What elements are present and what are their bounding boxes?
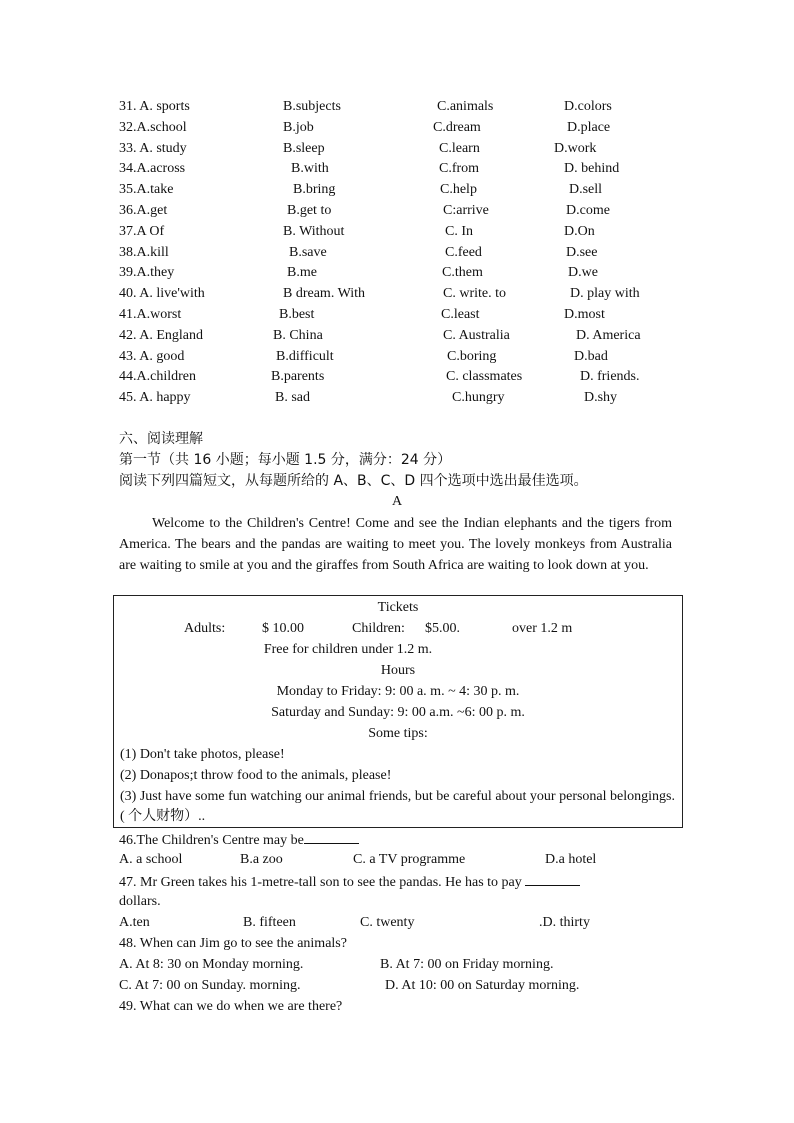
option-a: 44.A.children [119,369,196,385]
option-b: B.parents [271,369,325,385]
option-c: C.feed [445,244,482,260]
question-48-options-row2 [0,976,794,996]
option-a: 43. A. good [119,348,185,364]
option-b: B.me [287,265,317,281]
option-d: D.work [554,140,597,156]
cloze-question-row [0,305,794,325]
option-d: D.see [566,244,598,260]
option-d: D. At 10: 00 on Saturday morning. [385,978,580,993]
option-b: B.subjects [283,99,341,114]
option-c: C:arrive [443,203,489,218]
option-a: 38.A.kill [119,244,169,260]
option-a: 37.A Of [119,223,165,239]
option-a: 42. A. England [119,327,203,343]
option-c: C. classmates [446,369,523,385]
cloze-question-row [0,222,794,242]
passage-text: Welcome to the Children's Centre! Come and see the Indian elephants and the tigers from America. The bears and the pandas are waiting to meet you. The lovely monkeys from Australia are waiting to smile at you and the giraffes from South Africa are waiting to look down at you. [119,516,672,573]
cloze-question-row [0,347,794,367]
option-d: D. behind [564,161,620,177]
cloze-question-row [0,180,794,200]
option-b: B.get to [287,203,332,218]
option-b: B. Without [283,223,345,239]
price-row [114,619,682,639]
option-c: C.least [441,307,480,322]
children-label: Children: [352,621,405,636]
option-a: 41.A.worst [119,307,182,322]
adults-price: $ 10.00 [262,621,304,636]
option-b: B. At 7: 00 on Friday morning. [380,957,554,972]
option-d: D.On [564,223,595,239]
hours-title: Hours [380,663,416,678]
adults-label: Adults: [184,621,226,636]
option-b: B.save [289,244,327,260]
question-46-text: 46.The Children's Centre may be [119,833,304,848]
option-c: C. a TV programme [353,852,466,867]
question-47-options [0,913,794,933]
option-b: B.bring [293,182,336,198]
tip-3: (3) Just have some fun watching our animal friends, but be careful about your personal belongings.( 个人财物）.. [120,789,675,824]
tip-1: (1) Don't take photos, please! [120,747,285,762]
cloze-question-row [0,97,794,117]
passage-label: A [392,494,403,509]
cloze-question-row [0,243,794,263]
option-d: D.we [568,265,598,281]
question-47-line2: dollars. [119,894,161,909]
option-a: 31. A. sports [119,99,190,114]
cloze-question-row [0,388,794,408]
option-b: B.job [283,119,314,135]
option-b: B.sleep [283,140,325,156]
option-a: 32.A.school [119,119,187,135]
option-b: B.a zoo [240,852,283,867]
option-b: B. fifteen [243,915,296,930]
option-c: C. In [445,223,473,239]
option-c: C.learn [439,140,480,156]
question-47 [119,871,580,893]
option-b: B.with [291,161,329,177]
option-c: C. twenty [360,915,415,930]
question-48: 48. When can Jim go to see the animals? [119,936,347,951]
tickets-info-box [113,595,683,828]
tips-title: Some tips: [368,726,428,741]
weekday-hours: Monday to Friday: 9: 00 a. m. ~ 4: 30 p. m. [276,684,520,699]
weekend-hours: Saturday and Sunday: 9: 00 a.m. ~6: 00 p. m. [271,705,525,720]
option-c: C.boring [447,348,497,364]
option-d: D.sell [569,182,603,198]
option-a: 40. A. live'with [119,286,205,302]
section-part: 第一节（共 16 小题；每小题 1.5 分，满分：24 分） [119,452,452,468]
option-d: D.bad [574,348,608,364]
option-c: C.dream [433,119,481,135]
section-heading: 六、阅读理解 [119,431,203,447]
cloze-question-row [0,118,794,138]
cloze-question-row [0,367,794,387]
option-a: 45. A. happy [119,390,191,406]
cloze-question-row [0,159,794,179]
option-a: 39.A.they [119,265,175,281]
option-d: D.most [564,307,605,322]
option-d: D.a hotel [545,852,597,867]
option-a: A. At 8: 30 on Monday morning. [119,957,304,972]
option-d: D.colors [564,99,612,114]
tickets-title: Tickets [377,600,419,615]
option-a: 35.A.take [119,182,174,198]
option-c: C. write. to [443,286,506,302]
option-c: C. Australia [443,327,510,343]
question-47-text: 47. Mr Green takes his 1-metre-tall son to see the pandas. He has to pay [119,875,522,890]
option-d: D. play with [570,286,640,302]
option-c: C.them [442,265,483,281]
section-instruction: 阅读下列四篇短文，从每题所给的 A、B、C、D 四个选项中选出最佳选项。 [119,473,588,489]
option-a: 34.A.across [119,161,186,177]
option-c: C.animals [437,99,494,114]
option-c: C. At 7: 00 on Sunday. morning. [119,978,301,993]
cloze-question-row [0,139,794,159]
option-d: D. friends. [580,369,640,385]
option-b: B. sad [275,390,310,406]
option-c: C.from [439,161,480,177]
question-46-options [0,850,794,870]
free-line: Free for children under 1.2 m. [263,642,433,657]
option-d: D. America [576,327,641,343]
answer-blank [304,829,359,844]
option-a: 33. A. study [119,140,187,156]
question-49: 49. What can we do when we are there? [119,999,343,1014]
children-condition: over 1.2 m [512,621,573,636]
question-46 [119,829,359,851]
option-c: C.hungry [452,390,505,406]
option-b: B dream. With [283,286,365,302]
option-d: .D. thirty [539,915,590,930]
cloze-question-row [0,326,794,346]
children-price: $5.00. [425,621,460,636]
answer-blank [525,871,580,886]
option-b: B.best [279,307,315,322]
cloze-question-row [0,201,794,221]
option-b: B.difficult [276,348,334,364]
cloze-question-row [0,284,794,304]
cloze-question-row [0,263,794,283]
option-c: C.help [440,182,477,198]
option-a: A. a school [119,852,183,867]
option-a: A.ten [119,915,150,930]
option-b: B. China [273,327,323,343]
option-d: D.place [567,119,611,135]
question-48-options-row1 [0,955,794,975]
tip-2: (2) Donapos;t throw food to the animals, please! [120,768,392,783]
option-d: D.come [566,203,610,218]
option-d: D.shy [584,390,618,406]
option-a: 36.A.get [119,203,168,218]
